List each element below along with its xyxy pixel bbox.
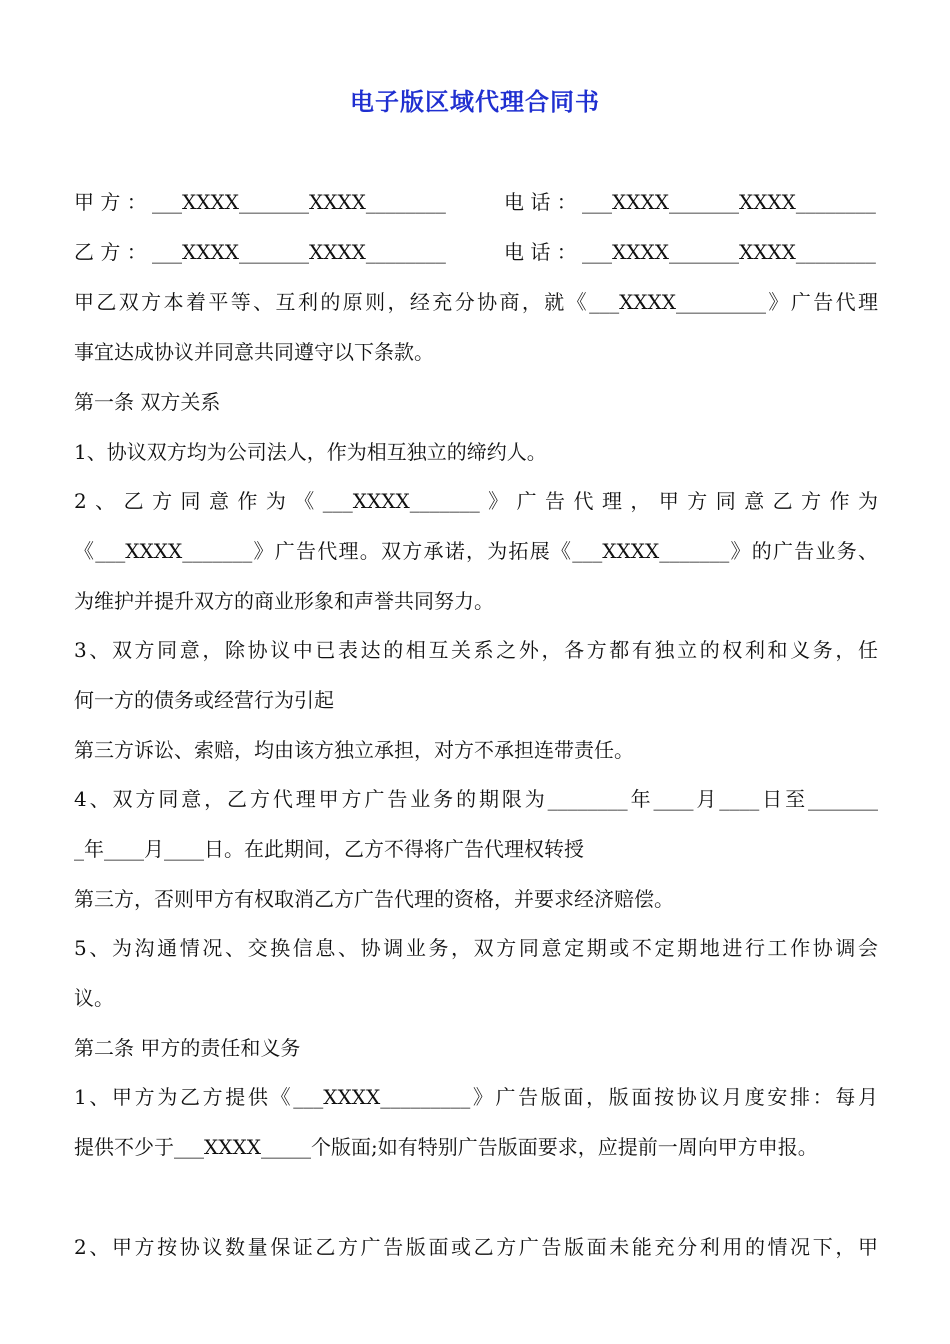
clause-1-4-line-2: _年____月____日。在此期间，乙方不得将广告代理权转授 <box>74 837 584 861</box>
party-a-phone-label: 电 话 ： <box>504 190 577 214</box>
party-b-value: ___XXXX_______XXXX________ <box>152 240 446 264</box>
section-heading-2: 第二条 甲方的责任和义务 <box>74 1036 301 1060</box>
clause-2-2-line-1: 2、甲方按协议数量保证乙方广告版面或乙方广告版面未能充分利用的情况下，甲 <box>74 1235 878 1259</box>
clause-2-1-line-1: 1、甲方为乙方提供《___XXXX_________》广告版面，版面按协议月度安排：每月 <box>74 1085 878 1109</box>
clause-2-1-line-2: 提供不少于___XXXX_____个版面;如有特别广告版面要求，应提前一周向甲方申报。 <box>74 1135 818 1159</box>
body-line-intro-2: 事宜达成协议并同意共同遵守以下条款。 <box>74 340 434 364</box>
party-b-phone-label: 电 话 ： <box>504 240 577 264</box>
party-b-label: 乙 方 ： <box>74 240 147 264</box>
clause-1-4-line-3: 第三方，否则甲方有权取消乙方广告代理的资格，并要求经济赔偿。 <box>74 887 674 911</box>
clause-1-3-line-2: 何一方的债务或经营行为引起 <box>74 688 334 712</box>
clause-1-3-line-1: 3、双方同意，除协议中已表达的相互关系之外，各方都有独立的权利和义务，任 <box>74 638 878 662</box>
clause-1-5-line-1: 5、为沟通情况、交换信息、协调业务，双方同意定期或不定期地进行工作协调会 <box>74 936 878 960</box>
party-a-phone-value: ___XXXX_______XXXX________ <box>582 190 876 214</box>
clause-1-3-line-3: 第三方诉讼、索赔，均由该方独立承担，对方不承担连带责任。 <box>74 738 634 762</box>
section-heading-1: 第一条 双方关系 <box>74 390 221 414</box>
party-a-value: ___XXXX_______XXXX________ <box>152 190 446 214</box>
clause-1-4-line-1: 4、双方同意，乙方代理甲方广告业务的期限为________年____月____日至_______ <box>74 787 878 811</box>
document-title: 电子版区域代理合同书 <box>350 87 600 116</box>
clause-1-2-line-3: 为维护并提升双方的商业形象和声誉共同努力。 <box>74 589 494 613</box>
clause-1-5-line-2: 议。 <box>74 986 114 1010</box>
party-a-label: 甲 方 ： <box>74 190 147 214</box>
party-b-phone-value: ___XXXX_______XXXX________ <box>582 240 876 264</box>
body-line-intro-1: 甲乙双方本着平等、互利的原则，经充分协商，就《___XXXX_________》广告代理 <box>74 290 878 314</box>
clause-1-2-line-1: 2、乙方同意作为《___XXXX_______》广告代理，甲方同意乙方作为 <box>74 489 878 513</box>
clause-1-2-line-2: 《___XXXX_______》广告代理。双方承诺，为拓展《___XXXX_______》的广告业务、 <box>74 539 878 563</box>
clause-1-1: 1、协议双方均为公司法人，作为相互独立的缔约人。 <box>74 440 547 464</box>
